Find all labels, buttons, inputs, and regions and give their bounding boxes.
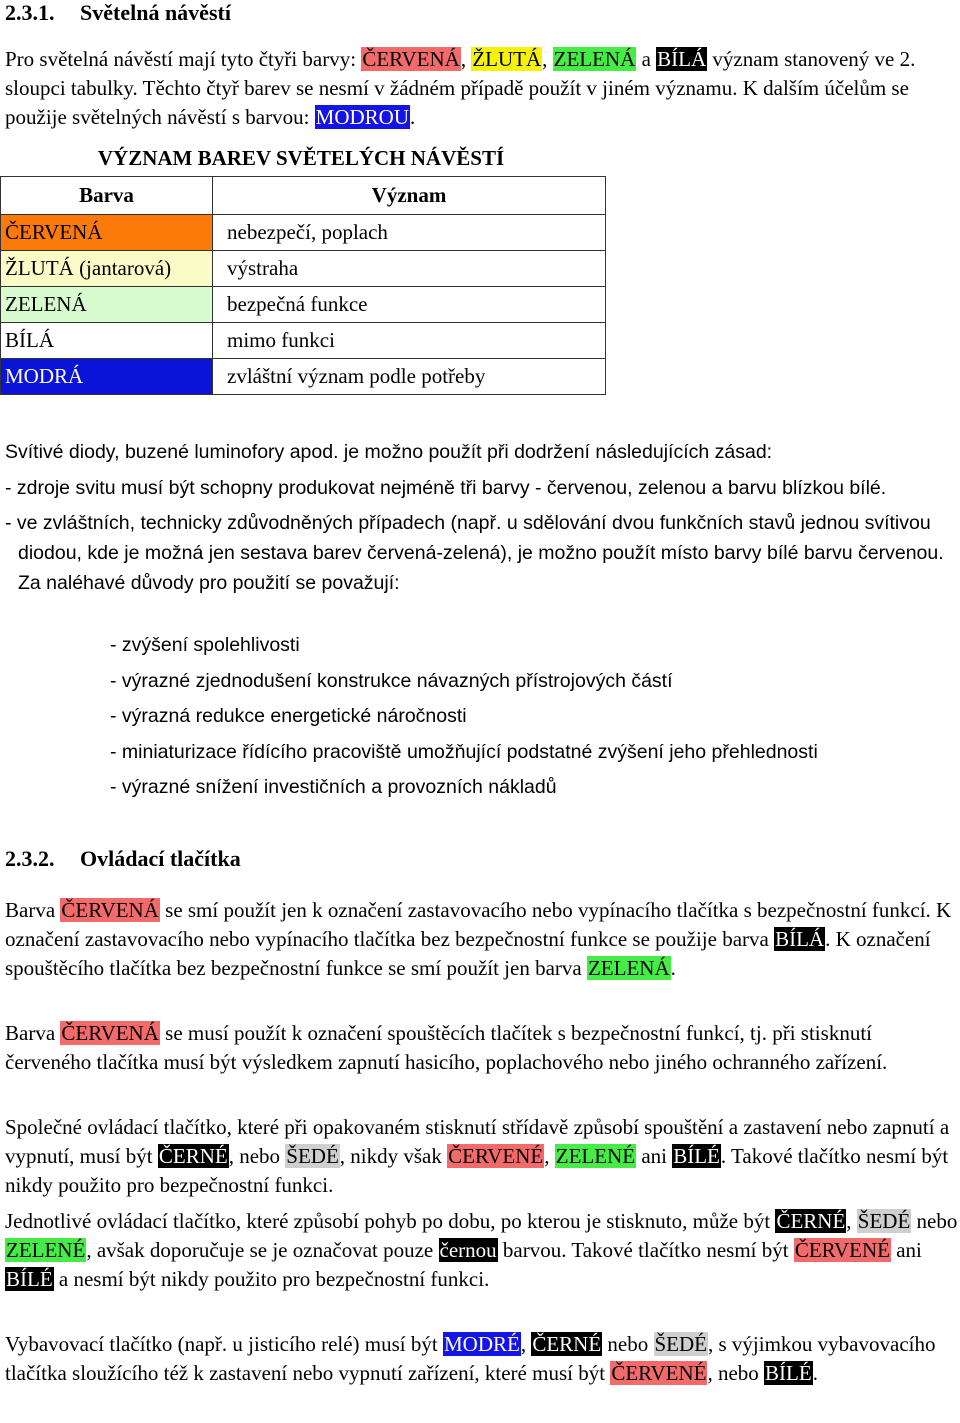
blue-highlight: MODRÉ [443, 1332, 520, 1356]
text: Barva [5, 898, 61, 922]
black-highlight: černou [439, 1238, 497, 1262]
blue-highlight: MODROU [315, 105, 410, 129]
text: Vybavovací tlačítko (např. u jisticího relé) musí být [5, 1332, 443, 1356]
section-title: Světelná návěstí [80, 0, 231, 25]
text: ani [890, 1238, 922, 1262]
green-highlight: ZELENÉ [6, 1238, 86, 1262]
gray-highlight: ŠEDÉ [857, 1209, 911, 1233]
black-highlight: ČERNÉ [158, 1144, 228, 1168]
section-title: Ovládací tlačítka [80, 846, 241, 871]
text: Společné ovládací tlačítko, které při opakovaném stisknutí střídavě způsobí spouštění a zastavení nebo zapnutí a vypnutí, musí být [5, 1115, 950, 1168]
white-highlight: BÍLÁ [775, 927, 825, 951]
text: . K označení spouštěcího tlačítka bez bezpečnostní funkce se smí použít jen barva [5, 927, 931, 980]
black-highlight: ČERNÉ [532, 1332, 602, 1356]
list-item: - výrazné snížení investičních a provozních nákladů [110, 776, 557, 798]
color-cell: ZELENÁ [1, 287, 213, 323]
green-highlight: ZELENÁ [553, 47, 636, 71]
text: , s výjimkou vybavovacího tlačítka sloužícího též k zastavení nebo vypnutí zařízení, které musí být [5, 1332, 936, 1385]
color-cell: BÍLÁ [1, 323, 213, 359]
paragraph-3 [5, 1113, 958, 1200]
text: Pro světelná návěstí mají tyto čtyři barvy: [5, 47, 362, 71]
text: , nebo [228, 1144, 286, 1168]
text: , [520, 1332, 532, 1356]
meaning-cell: mimo funkci [213, 323, 606, 359]
text: se smí použít jen k označení zastavovacího nebo vypínacího tlačítka s bezpečnostní funkcí. K označení zastavovacího nebo vypínacího tlačítka bez bezpečnostní funkce se použije barva [5, 898, 952, 951]
gray-highlight: ŠEDÉ [286, 1144, 339, 1168]
text: , nebo [707, 1361, 765, 1385]
list-item: - zdroje svitu musí být schopny produkovat nejméně tři barvy - červenou, zelenou a barvu blízkou bílé. [5, 477, 887, 499]
green-highlight: ZELENÁ [587, 956, 670, 980]
text: . [410, 105, 416, 129]
text: , nikdy však [339, 1144, 448, 1168]
text: . [812, 1361, 818, 1385]
color-cell: ČERVENÁ [1, 215, 213, 251]
list-item: - výrazná redukce energetické náročnosti [110, 705, 467, 727]
table-row [1, 287, 606, 323]
gray-highlight: ŠEDÉ [654, 1332, 707, 1356]
green-highlight: ZELENÉ [555, 1144, 636, 1168]
text: , [846, 1209, 857, 1233]
white-highlight: BÍLÉ [6, 1267, 53, 1291]
paragraph-2 [5, 1019, 958, 1077]
text: , [542, 47, 553, 71]
meaning-cell: bezpečná funkce [213, 287, 606, 323]
text: . [670, 956, 676, 980]
list-item: - miniaturizace řídícího pracoviště umožňující podstatné zvýšení jeho přehlednosti [110, 740, 818, 763]
text: význam stanovený ve 2. sloupci tabulky. Těchto čtyř barev se nesmí v žádném případě použít v jiném významu. K dalším účelům se použije světelných návěstí s barvou: [5, 47, 916, 129]
text: se musí použít k označení spouštěcích tlačítek s bezpečnostní funkcí, tj. při stisknutí červeného tlačítka musí být výsledkem zapnutí hasicího, poplachového nebo jiného ochranného zařízení. [5, 1021, 888, 1074]
yellow-highlight: ŽLUTÁ [472, 47, 542, 71]
color-cell: MODRÁ [1, 359, 213, 395]
list-item: - ve zvláštních, technicky zdůvodněných případech (např. u sdělování dvou funkčních stavů jednou svítivou diodou, kde je možná jen sestava barev červená-zelená), je možno použít místo barvy bílé barvu červenou. Za naléhavé důvody pro použití se považují: [5, 512, 944, 594]
white-highlight: BÍLÁ [657, 47, 707, 71]
color-cell: ŽLUTÁ (jantarová) [1, 251, 213, 287]
table-row [1, 359, 606, 395]
signal-colors-table [0, 140, 606, 395]
diodes-paragraph: Svítivé diody, buzené luminofory apod. je možno použít při dodržení následujících zásad: [5, 441, 773, 463]
meaning-cell: nebezpečí, poplach [213, 215, 606, 251]
text: , [460, 47, 472, 71]
white-highlight: BÍLÉ [673, 1144, 720, 1168]
text: nebo [602, 1332, 654, 1356]
section-number: 2.3.1. [5, 0, 55, 25]
rules-list [5, 473, 958, 598]
meaning-cell: zvláštní význam podle potřeby [213, 359, 606, 395]
table-header-color: Barva [1, 177, 213, 215]
section-heading-2-3-1 [5, 0, 231, 26]
text: , [544, 1144, 555, 1168]
text: ani [636, 1144, 673, 1168]
list-item: - zvýšení spolehlivosti [110, 634, 300, 656]
text: Jednotlivé ovládací tlačítko, které způsobí pohyb po dobu, po kterou je stisknuto, může být [5, 1209, 776, 1233]
table-title: VÝZNAM BAREV SVĚTELÝCH NÁVĚSTÍ [97, 145, 505, 170]
text: a [636, 47, 657, 71]
text: a nesmí být nikdy použito pro bezpečnostní funkci. [53, 1267, 490, 1291]
red-highlight: ČERVENÉ [448, 1144, 544, 1168]
red-highlight: ČERVENÉ [794, 1238, 890, 1262]
paragraph-4 [5, 1207, 958, 1294]
red-highlight: ČERVENÁ [61, 1021, 159, 1045]
intro-paragraph [5, 45, 958, 132]
red-highlight: ČERVENÁ [61, 898, 159, 922]
meaning-cell: výstraha [213, 251, 606, 287]
text: , avšak doporučuje se je označovat pouze [86, 1238, 439, 1262]
white-highlight: BÍLÉ [765, 1361, 812, 1385]
table-row [1, 251, 606, 287]
red-highlight: ČERVENÁ [362, 47, 460, 71]
table-header-meaning: Význam [213, 177, 606, 215]
paragraph-5 [5, 1330, 958, 1388]
reasons-list [110, 630, 818, 808]
table-row [1, 215, 606, 251]
black-highlight: ČERNÉ [776, 1209, 846, 1233]
table-row [1, 323, 606, 359]
section-number: 2.3.2. [5, 846, 55, 871]
section-heading-2-3-2 [5, 846, 241, 872]
text: . Takové tlačítko nesmí být nikdy použito pro bezpečnostní funkci. [5, 1144, 949, 1197]
list-item: - výrazné zjednodušení konstrukce návazných přístrojových částí [110, 669, 673, 692]
text: nebo [911, 1209, 958, 1233]
paragraph-1 [5, 896, 958, 983]
red-highlight: ČERVENÉ [611, 1361, 707, 1385]
text: barvou. Takové tlačítko nesmí být [497, 1238, 794, 1262]
text: Barva [5, 1021, 61, 1045]
